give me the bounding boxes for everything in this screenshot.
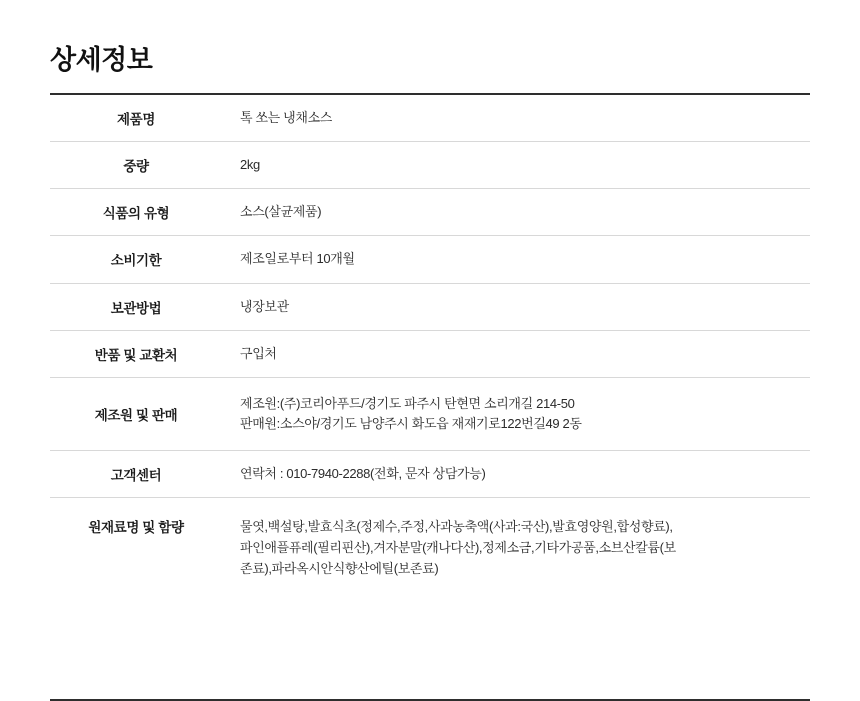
spec-value-line: 제조일로부터 10개월 (240, 251, 355, 267)
spec-value-line: 냉장보관 (240, 298, 289, 314)
table-row (50, 330, 810, 377)
table-row (50, 236, 810, 283)
spec-value-manufacturer-seller (222, 377, 810, 450)
spec-value-line: 연락처 : 010-7940-2288(전화, 문자 상담가능) (240, 466, 486, 482)
spec-label-food-type: 식품의 유형 (102, 206, 170, 222)
spec-value-ingredients (222, 498, 810, 701)
spec-label-expiry: 소비기한 (110, 253, 162, 269)
spec-label-customer-center: 고객센터 (110, 468, 162, 484)
spec-value-line: 제조원:(주)코리아푸드/경기도 파주시 탄현면 소리개길 214-50 (240, 395, 575, 411)
table-row (50, 498, 810, 701)
page-title: 상세정보 (50, 45, 153, 75)
table-row (50, 451, 810, 498)
spec-value-weight (222, 142, 810, 189)
spec-value-line: 존료),파라옥시안식향산에틸(보존료) (240, 561, 439, 577)
spec-value-line: 물엿,백설탕,발효식초(정제수,주정,사과농축액(사과:국산),발효영양원,합성향료), (240, 519, 673, 535)
spec-table-body (50, 94, 810, 700)
product-spec-table (50, 93, 810, 701)
spec-label-product-name: 제품명 (117, 112, 155, 128)
spec-label-return-exchange: 반품 및 교환처 (94, 347, 178, 363)
table-row (50, 94, 810, 142)
spec-value-line: 판매원:소스야/경기도 남양주시 화도읍 재재기로122번길49 2동 (240, 415, 582, 431)
spec-value-storage (222, 283, 810, 330)
table-row (50, 377, 810, 450)
table-row (50, 283, 810, 330)
spec-value-line: 소스(살균제품) (240, 204, 322, 220)
spec-label-weight: 중량 (123, 159, 149, 175)
spec-value-line: 구입처 (240, 345, 277, 361)
spec-label-storage: 보관방법 (110, 300, 162, 316)
spec-value-expiry (222, 236, 810, 283)
spec-label-ingredients: 원재료명 및 함량 (88, 520, 184, 536)
spec-value-return-exchange (222, 330, 810, 377)
spec-label-manufacturer-seller: 제조원 및 판매 (94, 407, 178, 423)
spec-value-line: 파인애플퓨레(필리핀산),겨자분말(캐나다산),정제소금,기타가공품,소브산칼륨(보 (240, 540, 676, 556)
spec-value-line: 톡 쏘는 냉채소스 (240, 110, 332, 125)
spec-value-product-name (222, 94, 810, 142)
spec-value-line: 2kg (240, 157, 260, 173)
spec-value-customer-center (222, 451, 810, 498)
spec-value-food-type (222, 189, 810, 236)
table-row (50, 142, 810, 189)
table-row (50, 189, 810, 236)
